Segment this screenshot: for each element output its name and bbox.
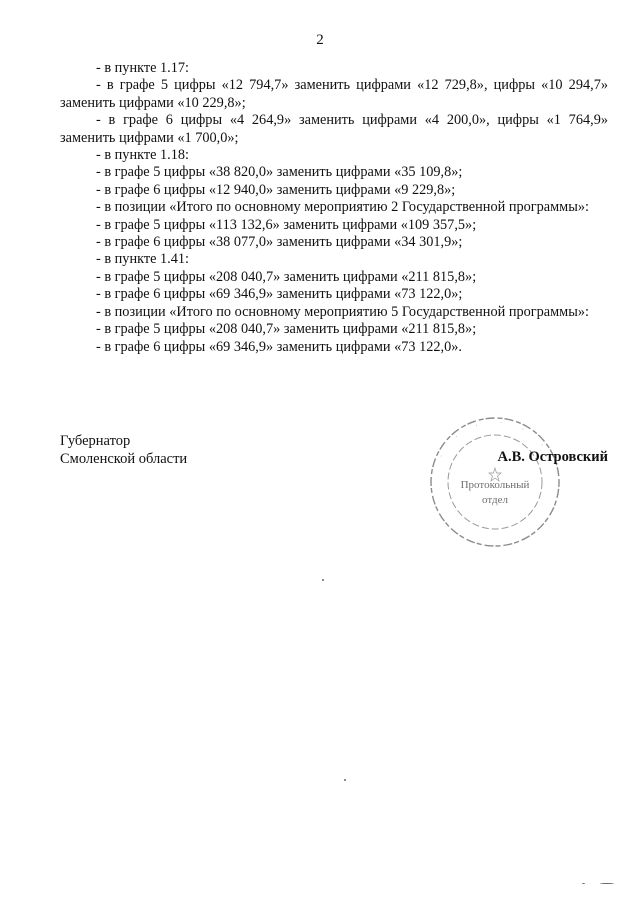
amendment-item: - в графе 6 цифры «12 940,0» заменить цифрами «9 229,8»; [96, 181, 456, 198]
amendments-list [60, 60, 608, 356]
signer-position [60, 432, 187, 468]
amendment-item: - в графе 6 цифры «69 346,9» заменить цифрами «73 122,0»; [96, 286, 463, 303]
amendment-item: - в графе 5 цифры «113 132,6» заменить цифрами «109 357,5»; [96, 216, 477, 233]
amendment-item: - в пункте 1.41: [96, 251, 190, 268]
stamp-inner-text: Протокольный [460, 479, 530, 491]
scan-speck [322, 579, 324, 581]
amendment-item: - в позиции «Итого по основному мероприятию 5 Государственной программы»: [96, 303, 589, 320]
amendment-item: - в графе 6 цифры «38 077,0» заменить цифрами «34 301,9»; [96, 234, 463, 251]
amendment-item: - в пункте 1.18: [96, 147, 190, 164]
stamp-inner-text: отдел [482, 494, 508, 506]
amendment-item: - в позиции «Итого по основному мероприятию 2 Государственной программы»: [96, 199, 589, 216]
svg-text:·: · [499, 419, 503, 427]
amendment-item: - в графе 5 цифры «12 794,7» заменить цифрами «12 729,8», цифры «10 294,7» заменить цифрами «10 229,8»; [60, 77, 608, 111]
amendment-item: - в графе 5 цифры «208 040,7» заменить цифрами «211 815,8»; [96, 268, 477, 285]
round-seal-stamp-icon [425, 412, 565, 552]
amendment-item: - в пункте 1.17: [96, 60, 190, 76]
svg-text:·: · [453, 432, 460, 440]
amendment-item: - в графе 6 цифры «69 346,9» заменить цифрами «73 122,0». [96, 338, 463, 355]
signer-position-line: Губернатор [60, 433, 131, 449]
amendment-item: - в графе 6 цифры «4 264,9» заменить цифрами «4 200,0», цифры «1 764,9» заменить цифрами «1 700,0»; [60, 112, 608, 146]
page-number: 2 [316, 32, 324, 48]
amendment-item: - в графе 5 цифры «208 040,7» заменить цифрами «211 815,8»; [96, 321, 477, 338]
svg-text:·: · [520, 425, 526, 434]
scan-speck [582, 883, 585, 884]
signer-position-line: Смоленской области [60, 451, 188, 467]
svg-text:·: · [474, 421, 479, 430]
scan-speck [600, 883, 614, 884]
signer-name: А.В. Островский [497, 449, 608, 465]
scan-speck [344, 779, 346, 781]
svg-text:·: · [538, 442, 546, 449]
svg-text:·: · [437, 453, 446, 459]
amendment-item: - в графе 5 цифры «38 820,0» заменить цифрами «35 109,8»; [96, 164, 463, 181]
